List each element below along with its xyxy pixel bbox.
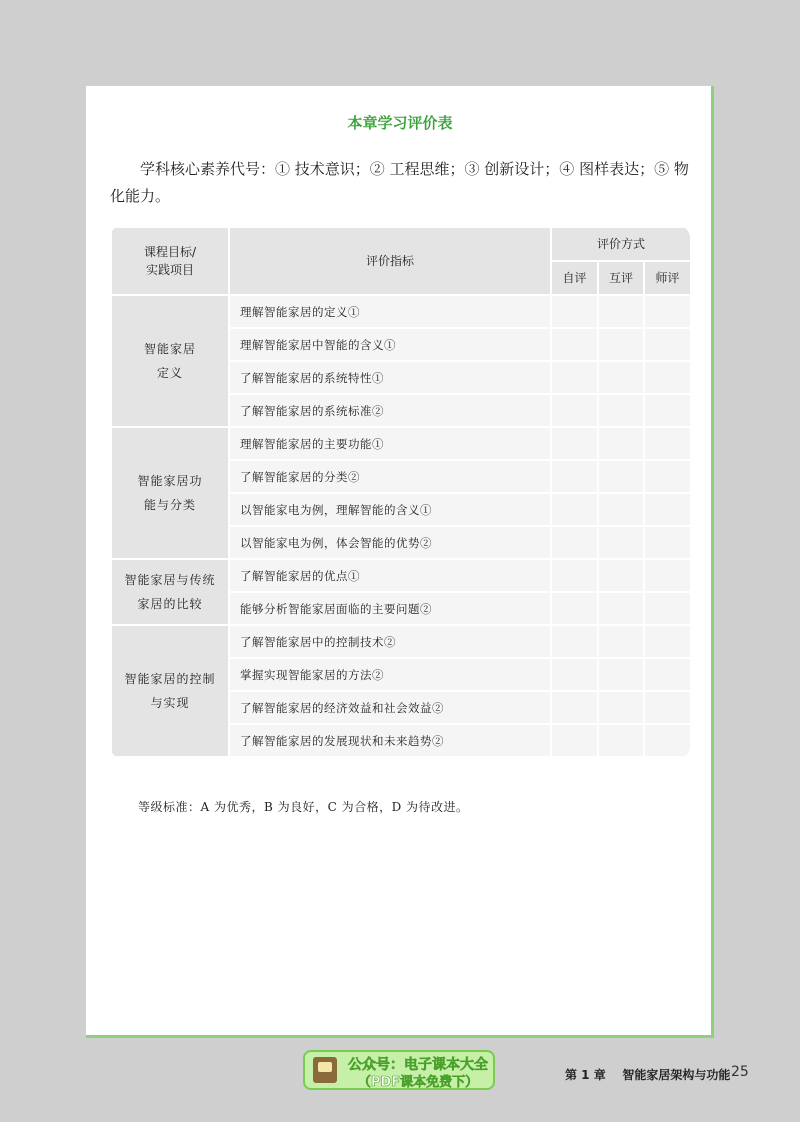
self-eval-cell[interactable] (551, 427, 598, 460)
indicator-cell: 了解智能家居的分类② (229, 460, 551, 493)
peer-eval-cell[interactable] (598, 460, 644, 493)
peer-eval-cell[interactable] (598, 691, 644, 724)
watermark-badge (303, 1050, 495, 1090)
book-icon (313, 1057, 337, 1083)
header-self: 自评 (551, 261, 598, 295)
indicator-cell: 掌握实现智能家居的方法② (229, 658, 551, 691)
peer-eval-cell[interactable] (598, 625, 644, 658)
teacher-eval-cell[interactable] (644, 295, 690, 328)
header-method: 评价方式 (551, 227, 690, 261)
teacher-eval-cell[interactable] (644, 724, 690, 757)
teacher-eval-cell[interactable] (644, 592, 690, 625)
self-eval-cell[interactable] (551, 559, 598, 592)
self-eval-cell[interactable] (551, 295, 598, 328)
goal-cell (111, 625, 229, 757)
peer-eval-cell[interactable] (598, 724, 644, 757)
indicator-cell: 理解智能家居的主要功能① (229, 427, 551, 460)
evaluation-table (110, 226, 690, 758)
peer-eval-cell[interactable] (598, 493, 644, 526)
indicator-cell: 了解智能家居的优点① (229, 559, 551, 592)
indicator-cell: 了解智能家居中的控制技术② (229, 625, 551, 658)
chapter-label: 第 1 章 智能家居架构与功能 (565, 1068, 731, 1082)
goal-cell (111, 427, 229, 559)
page-number: 25 (731, 1064, 749, 1080)
teacher-eval-cell[interactable] (644, 658, 690, 691)
indicator-cell: 能够分析智能家居面临的主要问题② (229, 592, 551, 625)
self-eval-cell[interactable] (551, 592, 598, 625)
self-eval-cell[interactable] (551, 493, 598, 526)
teacher-eval-cell[interactable] (644, 427, 690, 460)
indicator-cell: 了解智能家居的经济效益和社会效益② (229, 691, 551, 724)
peer-eval-cell[interactable] (598, 526, 644, 559)
peer-eval-cell[interactable] (598, 295, 644, 328)
teacher-eval-cell[interactable] (644, 394, 690, 427)
peer-eval-cell[interactable] (598, 394, 644, 427)
peer-eval-cell[interactable] (598, 427, 644, 460)
header-teacher: 师评 (644, 261, 690, 295)
goal-cell (111, 295, 229, 427)
indicator-cell: 了解智能家居的系统特性① (229, 361, 551, 394)
peer-eval-cell[interactable] (598, 559, 644, 592)
self-eval-cell[interactable] (551, 625, 598, 658)
goal-text: 智能家居与传统家居的比较 (124, 573, 216, 611)
goal-text: 智能家居功能与分类 (137, 474, 203, 512)
page-footer (0, 1046, 800, 1096)
indicator-cell: 理解智能家居中智能的含义① (229, 328, 551, 361)
teacher-eval-cell[interactable] (644, 460, 690, 493)
badge-line-1: 公众号：电子课本大全 (348, 1057, 488, 1073)
header-peer: 互评 (598, 261, 644, 295)
self-eval-cell[interactable] (551, 394, 598, 427)
self-eval-cell[interactable] (551, 658, 598, 691)
self-eval-cell[interactable] (551, 691, 598, 724)
intro-paragraph: 学科核心素养代号：① 技术意识；② 工程思维；③ 创新设计；④ 图样表达；⑤ 物化能力。 (110, 160, 689, 205)
goal-text: 智能家居的控制与实现 (124, 672, 216, 710)
header-indicator: 评价指标 (229, 227, 551, 295)
teacher-eval-cell[interactable] (644, 526, 690, 559)
goal-text: 智能家居定义 (143, 342, 196, 380)
self-eval-cell[interactable] (551, 526, 598, 559)
goal-cell (111, 559, 229, 625)
badge-line-2: （PDF课本免费下） (357, 1075, 479, 1090)
grading-note: 等级标准：A 为优秀，B 为良好，C 为合格，D 为待改进。 (138, 800, 469, 814)
self-eval-cell[interactable] (551, 328, 598, 361)
indicator-cell: 了解智能家居的系统标准② (229, 394, 551, 427)
self-eval-cell[interactable] (551, 724, 598, 757)
indicator-cell: 了解智能家居的发展现状和未来趋势② (229, 724, 551, 757)
peer-eval-cell[interactable] (598, 658, 644, 691)
self-eval-cell[interactable] (551, 460, 598, 493)
header-goal-text: 课程目标/实践项目 (143, 245, 197, 277)
teacher-eval-cell[interactable] (644, 328, 690, 361)
self-eval-cell[interactable] (551, 361, 598, 394)
teacher-eval-cell[interactable] (644, 625, 690, 658)
teacher-eval-cell[interactable] (644, 361, 690, 394)
teacher-eval-cell[interactable] (644, 559, 690, 592)
teacher-eval-cell[interactable] (644, 691, 690, 724)
peer-eval-cell[interactable] (598, 592, 644, 625)
peer-eval-cell[interactable] (598, 328, 644, 361)
page-sheet (86, 86, 714, 1038)
indicator-cell: 以智能家电为例，理解智能的含义① (229, 493, 551, 526)
peer-eval-cell[interactable] (598, 361, 644, 394)
page-title: 本章学习评价表 (347, 114, 453, 132)
header-goal (111, 227, 229, 295)
teacher-eval-cell[interactable] (644, 493, 690, 526)
indicator-cell: 理解智能家居的定义① (229, 295, 551, 328)
indicator-cell: 以智能家电为例，体会智能的优势② (229, 526, 551, 559)
